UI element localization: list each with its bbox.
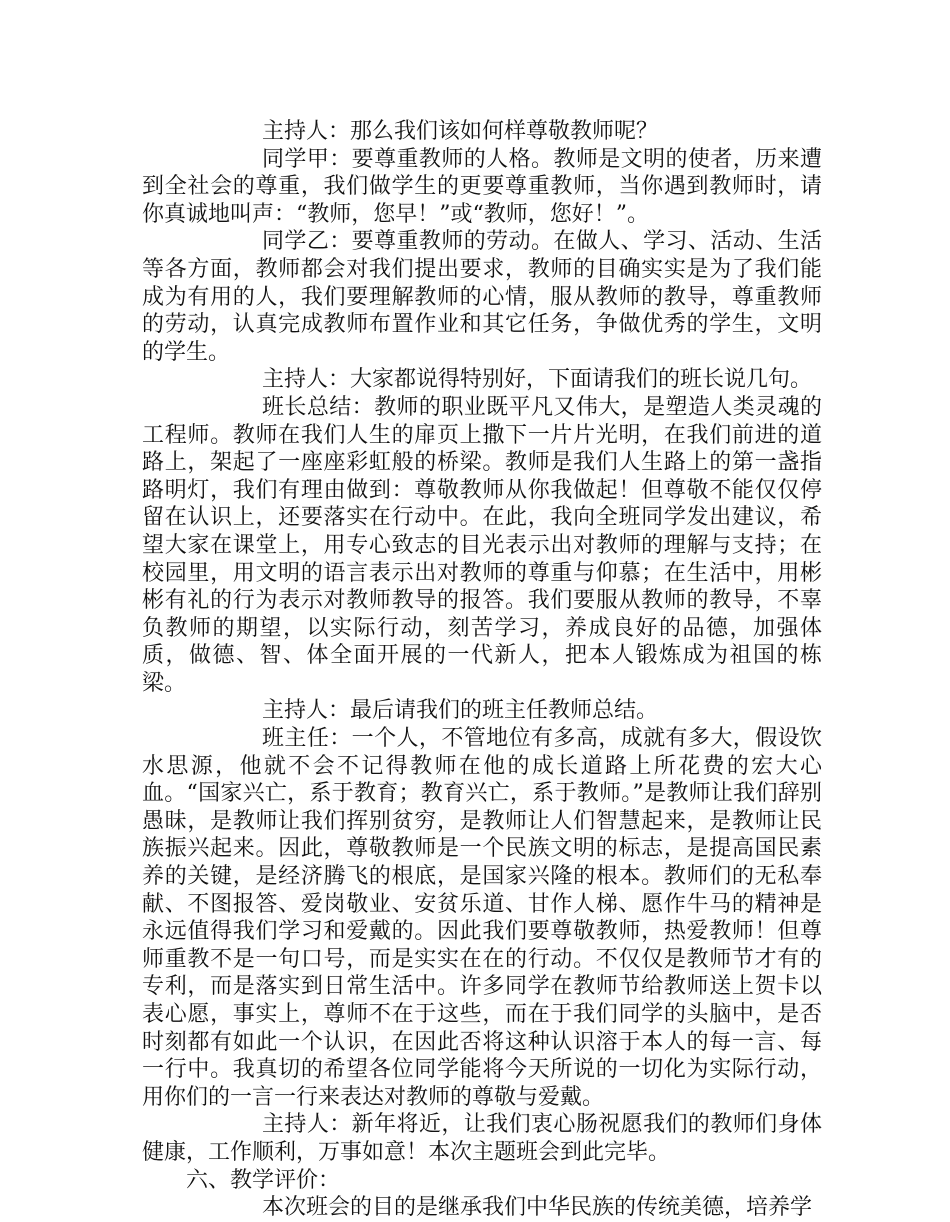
paragraph-head-teacher: 班主任：一个人，不管地位有多高，成就有多大，假设饮水思源，他就不会不记得教师在他的成长道路上所花费的宏大心血。“国家兴亡，系于教育；教育兴亡，系于教师。”是教师让我们辞别愚昧，是教师让我们挥别贫穷，是教师让人们智慧起来，是教师让民族振兴起来。因此，尊敬教师是一个民族文明的标志，是提高国民素养的关键，是经济腾飞的根底，是国家兴隆的根本。教师们的无私奉献、不图报答、爱岗敬业、安贫乐道、甘作人梯、愿作牛马的精神是永远值得我们学习和爱戴的。因此我们要尊敬教师，热爱教师！但尊师重教不是一句口号，而是实实在在的行动。不仅仅是教师节才有的专利，而是落实到日常生活中。许多同学在教师节给教师送上贺卡以表心愿，事实上，尊师不在于这些，而在于我们同学的头脑中，是否时刻都有如此一个认识，在因此否将这种认识溶于本人的每一言、每一行中。我真切的希望各位同学能将今天所说的一切化为实际行动，用你们的一言一行来表达对教师的尊敬与爱戴。 (142, 726, 822, 1110)
paragraph-student-a: 同学甲：要尊重教师的人格。教师是文明的使者，历来遭到全社会的尊重，我们做学生的更要尊重教师，当你遇到教师时，请你真诚地叫声：“教师，您早！”或“教师，您好！”。 (142, 146, 822, 227)
paragraph-host-monitor: 主持人：大家都说得特别好，下面请我们的班长说几句。 (262, 367, 813, 393)
paragraph-student-b: 同学乙：要尊重教师的劳动。在做人、学习、活动、生活等各方面，教师都会对我们提出要求，教师的目确实实是为了我们能成为有用的人，我们要理解教师的心情，服从教师的教导，尊重教师的劳动，认真完成教师布置作业和其它任务，争做优秀的学生，文明的学生。 (142, 229, 822, 365)
section-heading-evaluation: 六、教学评价： (186, 1167, 341, 1193)
paragraph-host-closing: 主持人：新年将近，让我们衷心肠祝愿我们的教师们身体健康，工作顺利，万事如意！本次主题班会到此完毕。 (142, 1112, 822, 1165)
paragraph-host-question: 主持人：那么我们该如何样尊敬教师呢？ (262, 119, 659, 144)
paragraph-monitor-summary: 班长总结：教师的职业既平凡又伟大，是塑造人类灵魂的工程师。教师在我们人生的扉页上撒下一片片光明，在我们前进的道路上，架起了一座座彩虹般的桥梁。教师是我们人生路上的第一盏指路明灯，我们有理由做到：尊敬教师从你我做起！但尊敬不能仅仅停留在认识上，还要落实在行动中。在此，我向全班同学发出建议，希望大家在课堂上，用专心致志的目光表示出对教师的理解与支持；在校园里，用文明的语言表示出对教师的尊重与仰慕；在生活中，用彬彬有礼的行为表示对教师教导的报答。我们要服从教师的教导，不辜负教师的期望，以实际行动，刻苦学习，养成良好的品德，加强体质，做德、智、体全面开展的一代新人，把本人锻炼成为祖国的栋梁。 (142, 394, 822, 696)
paragraph-host-teacher: 主持人：最后请我们的班主任教师总结。 (262, 698, 659, 724)
document-body (142, 118, 822, 1222)
paragraph-evaluation: 本次班会的目的是继承我们中华民族的传统美德，培养学 (262, 1195, 813, 1221)
